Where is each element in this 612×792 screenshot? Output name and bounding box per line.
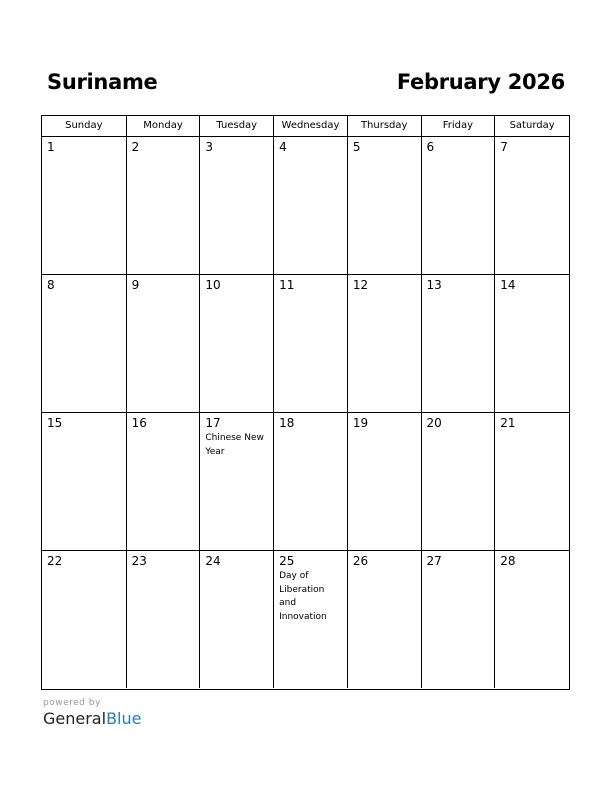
day-number: 1 (47, 140, 55, 154)
day-cell (200, 551, 274, 688)
day-number: 27 (426, 554, 442, 568)
holiday-label: Chinese New Year (205, 433, 264, 457)
weekday-wednesday: Wednesday (274, 116, 348, 136)
day-cell (348, 413, 422, 550)
day-cell (127, 413, 201, 550)
day-cell (274, 275, 348, 412)
brand-blue-text: Blue (106, 709, 142, 728)
day-cell (274, 551, 348, 688)
week-row (42, 137, 569, 275)
weekday-saturday: Saturday (509, 120, 555, 131)
day-cell (200, 275, 274, 412)
day-number: 7 (500, 140, 508, 154)
day-number: 10 (205, 278, 221, 292)
day-number: 13 (426, 278, 442, 292)
holiday-label: Day of Liberation and Innovation (279, 571, 327, 622)
day-number: 8 (47, 278, 55, 292)
day-cell (348, 551, 422, 688)
day-number: 6 (426, 140, 435, 154)
day-number: 20 (426, 416, 442, 430)
weekday-monday: Monday (127, 116, 201, 136)
day-number: 5 (352, 140, 361, 154)
day-number: 28 (500, 554, 516, 568)
day-number: 2 (131, 140, 140, 154)
day-number: 9 (131, 278, 140, 292)
day-cell (127, 137, 201, 274)
day-cell (42, 413, 127, 550)
day-number: 14 (500, 278, 516, 292)
day-number: 12 (352, 278, 369, 292)
day-cell (274, 137, 348, 274)
day-cell (348, 137, 422, 274)
day-cell (127, 551, 201, 688)
day-cell (422, 551, 496, 688)
generalblue-logo[interactable] (43, 709, 141, 728)
day-number: 21 (500, 416, 516, 430)
week-row (42, 275, 569, 413)
day-number: 19 (352, 416, 369, 430)
day-cell (348, 275, 422, 412)
day-number: 17 (205, 416, 221, 430)
day-cell (495, 275, 569, 412)
day-number: 26 (352, 554, 369, 568)
day-cell (42, 137, 127, 274)
day-number: 22 (47, 554, 63, 568)
country-title: Suriname (47, 70, 158, 94)
day-number: 4 (279, 140, 287, 154)
day-cell (495, 551, 569, 688)
day-cell (274, 413, 348, 550)
day-number: 23 (131, 554, 147, 568)
day-cell (127, 275, 201, 412)
day-cell (422, 413, 496, 550)
day-cell (42, 275, 127, 412)
weekday-friday: Friday (422, 116, 496, 136)
footer (43, 698, 141, 728)
powered-by-text: powered by (43, 698, 101, 708)
day-number: 25 (279, 554, 295, 568)
weekday-header-row (42, 116, 569, 137)
calendar-grid (41, 115, 570, 690)
day-cell (422, 275, 496, 412)
brand-general-text: General (43, 709, 107, 728)
month-year-title: February 2026 (396, 70, 565, 94)
day-number: 16 (131, 416, 147, 430)
day-cell (495, 137, 569, 274)
day-cell (42, 551, 127, 688)
day-number: 15 (47, 416, 63, 430)
day-cell (422, 137, 496, 274)
weekday-thursday: Thursday (348, 116, 422, 136)
week-row (42, 413, 569, 551)
day-number: 24 (205, 554, 221, 568)
day-cell (200, 413, 274, 550)
day-cell (495, 413, 569, 550)
day-number: 11 (279, 278, 295, 292)
day-number: 3 (205, 140, 214, 154)
day-cell (200, 137, 274, 274)
weekday-tuesday: Tuesday (200, 116, 274, 136)
day-number: 18 (279, 416, 295, 430)
weekday-sunday: Sunday (42, 116, 127, 136)
week-row (42, 551, 569, 688)
